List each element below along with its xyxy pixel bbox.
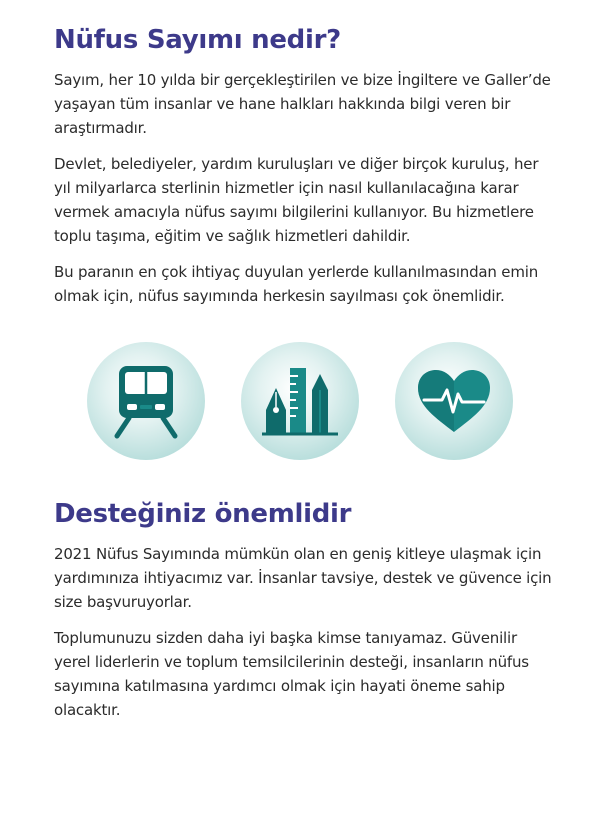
icon-row	[87, 342, 554, 462]
paragraph-support-need: 2021 Nüfus Sayımında mümkün olan en geniş kitleye ulaşmak için yardımınıza ihtiyacımız var. İnsanlar tavsiye, destek ve güvence için size başvuruyorlar.	[54, 545, 552, 611]
paragraph-census-usage: Devlet, belediyeler, yardım kuruluşları ve diğer birçok kuruluş, her yıl milyarlarca sterlinin hizmetler için nasıl kullanılacağına karar vermek amacıyla nüfus sayımı bilgilerini kullanıyor. Bu hizmetlere toplu taşıma, eğitim ve sağlık hizmetleri dahildir.	[54, 155, 539, 245]
heart-pulse-icon	[416, 368, 492, 434]
paragraph-census-importance: Bu paranın en çok ihtiyaç duyulan yerlerde kullanılmasından emin olmak için, nüfus sayımında herkesin sayılması çok önemlidir.	[54, 263, 539, 305]
section-title-census: Nüfus Sayımı nedir?	[54, 25, 341, 55]
section-title-support: Desteğiniz önemlidir	[54, 499, 352, 529]
page-content	[54, 22, 554, 734]
train-icon	[111, 362, 181, 440]
heart-circle	[395, 342, 513, 460]
paragraph-census-definition: Sayım, her 10 yılda bir gerçekleştirilen ve bize İngiltere ve Galler’de yaşayan tüm insanlar ve hane halkları hakkında bilgi veren bir araştırmadır.	[54, 71, 551, 137]
train-circle	[87, 342, 205, 460]
paragraph-support-community: Toplumunuzu sizden daha iyi başka kimse tanıyamaz. Güvenilir yerel liderlerin ve toplum temsilcilerinin desteği, insanların nüfus sayımına katılmasına yardımcı olmak için hayati öneme sahip olacaktır.	[54, 629, 529, 719]
stationery-circle	[241, 342, 359, 460]
stationery-icon	[262, 366, 338, 436]
